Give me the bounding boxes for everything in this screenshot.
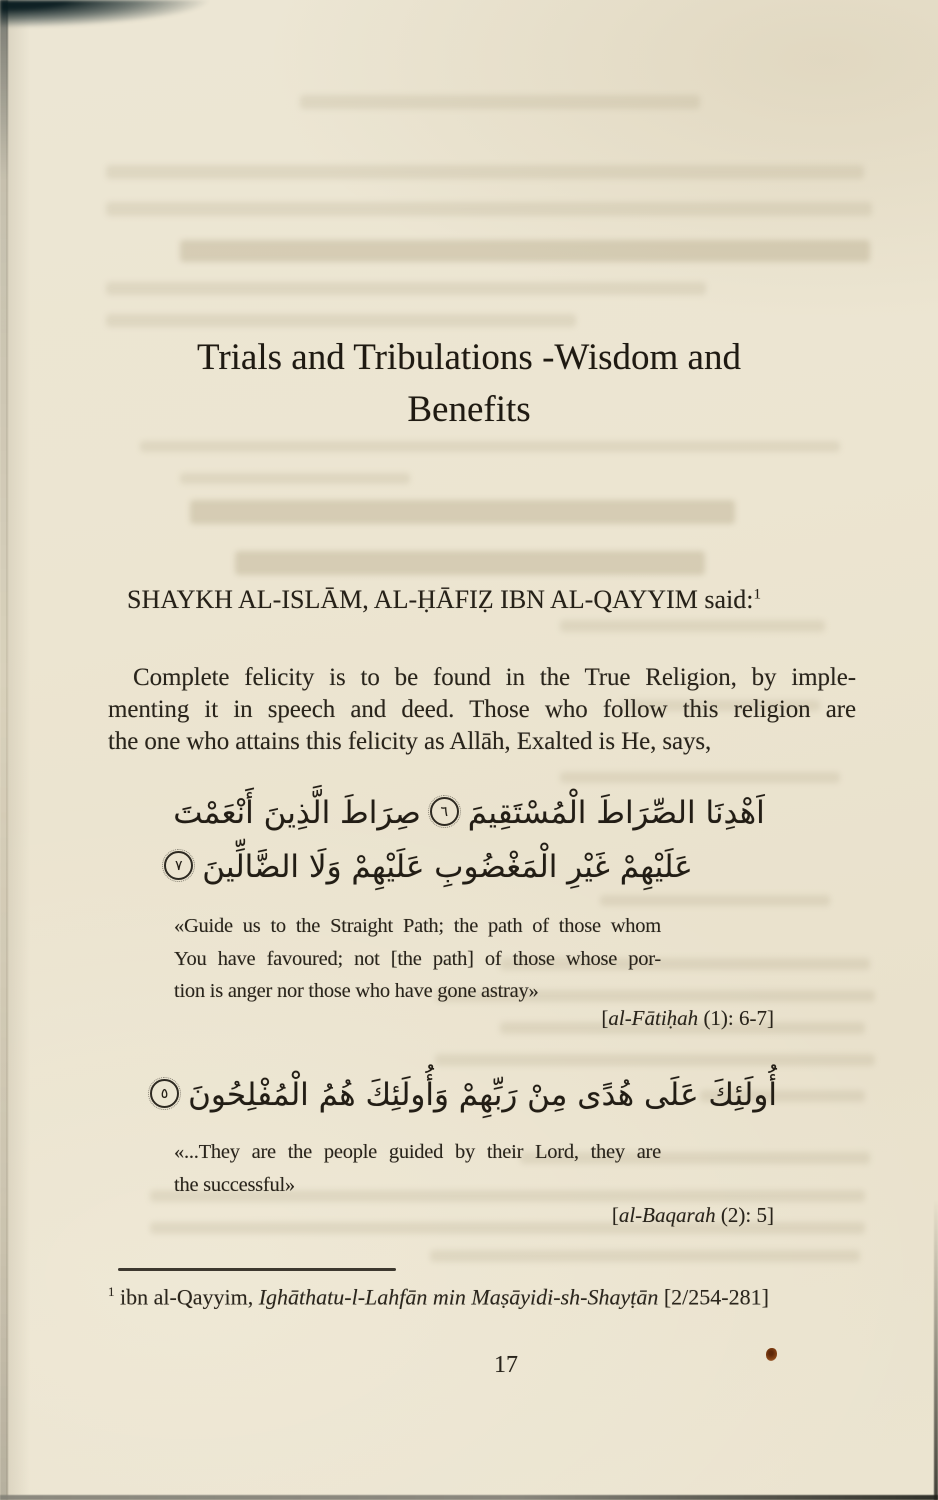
quote-line: You have favoured; not [the path] of those whose por-	[174, 947, 661, 970]
footnote-book-title: Ighāthatu-l-Lahfān min Maṣāyidi-sh-Shayṭān	[258, 1284, 659, 1310]
citation-reference: (2): 5]	[715, 1203, 774, 1227]
citation-source: al-Fātiḥah	[608, 1006, 699, 1030]
citation-baqarah	[174, 1203, 774, 1228]
arabic-text: اَهْدِنَا الصِّرَاطَ الْمُسْتَقِيمَ	[467, 795, 765, 831]
ayah-number: ٦	[440, 803, 449, 820]
bleed-through-artifact	[106, 282, 706, 295]
ink-stain-artifact	[766, 1348, 777, 1361]
bleed-through-artifact	[430, 1250, 860, 1262]
bleed-through-artifact	[140, 441, 840, 452]
citation-bracket: [	[601, 1006, 609, 1030]
bleed-through-artifact	[106, 165, 864, 179]
chapter-title-line-1: Trials and Tribulations -Wisdom and	[197, 337, 741, 378]
quran-verse-fatihah-line-1	[60, 795, 878, 831]
body-line: Complete felicity is to be found in the True Religion, by imple-	[133, 664, 856, 691]
arabic-text: أُولَئِكَ عَلَى هُدًى مِنْ رَبِّهِمْ وَأُولَئِكَ هُمُ الْمُفْلِحُونَ	[188, 1077, 777, 1113]
chapter-title	[60, 332, 878, 436]
quran-verse-fatihah-line-2	[15, 849, 833, 885]
bleed-through-artifact	[560, 772, 840, 783]
quran-verse-baqarah	[50, 1077, 868, 1113]
citation-bracket: [	[611, 1203, 619, 1227]
author-heading-text: SHAYKH AL-ISLĀM, AL-ḤĀFIẒ IBN AL-QAYYIM said:	[127, 585, 754, 614]
page-curve-shadow	[6, 0, 30, 1500]
translation-quote-fatihah	[174, 910, 661, 1008]
scan-edge-left	[0, 0, 8, 1500]
bleed-through-artifact	[106, 314, 576, 327]
arabic-text: عَلَيْهِمْ غَيْرِ الْمَغْضُوبِ عَلَيْهِمْ وَلَا الضَّالِّينَ	[202, 849, 693, 885]
quote-line: «Guide us to the Straight Path; the path of those whom	[174, 915, 661, 937]
quote-line: the successful»	[174, 1173, 295, 1196]
footnote-marker: 1	[108, 1284, 115, 1299]
chapter-title-line-2: Benefits	[407, 389, 531, 430]
footnote	[108, 1284, 898, 1310]
ayah-marker-7	[164, 851, 193, 880]
bleed-through-artifact	[560, 620, 825, 632]
ayah-number: ٥	[160, 1085, 169, 1102]
citation-source: al-Baqarah	[618, 1203, 716, 1227]
translation-quote-baqarah	[174, 1136, 661, 1201]
footnote-text: ibn al-Qayyim,	[114, 1284, 259, 1310]
author-heading	[127, 585, 761, 615]
page-number: 17	[494, 1352, 518, 1378]
body-paragraph	[108, 662, 856, 758]
quote-line: «...They are the people guided by their Lord, they are	[174, 1141, 661, 1163]
bleed-through-artifact	[300, 95, 700, 109]
footnote-separator-rule	[118, 1268, 396, 1271]
ayah-marker-5	[150, 1079, 179, 1108]
bleed-through-artifact	[180, 473, 410, 484]
scan-corner-shadow	[0, 0, 310, 52]
footnote-reference: 1	[753, 586, 761, 603]
quote-line: tion is anger nor those who have gone astray»	[174, 980, 539, 1002]
bleed-through-artifact	[180, 240, 870, 262]
ayah-marker-6	[430, 797, 459, 826]
ayah-number: ٧	[175, 857, 183, 874]
bleed-through-artifact	[235, 551, 705, 575]
bleed-through-artifact	[190, 500, 735, 524]
bleed-through-artifact	[106, 202, 872, 216]
footnote-reference-range: [2/254-281]	[658, 1284, 769, 1310]
body-line: the one who attains this felicity as Allāh, Exalted is He, says,	[108, 728, 712, 755]
bleed-through-artifact	[600, 895, 830, 906]
citation-fatihah	[174, 1006, 774, 1031]
body-line: menting it in speech and deed. Those who follow this religion are	[108, 696, 856, 723]
scan-edge-right	[934, 1200, 938, 1500]
bleed-through-artifact	[435, 1054, 875, 1066]
arabic-text: صِرَاطَ الَّذِينَ أَنْعَمْتَ	[173, 795, 421, 831]
scan-edge-bottom	[0, 1495, 938, 1500]
citation-reference: (1): 6-7]	[698, 1006, 774, 1030]
